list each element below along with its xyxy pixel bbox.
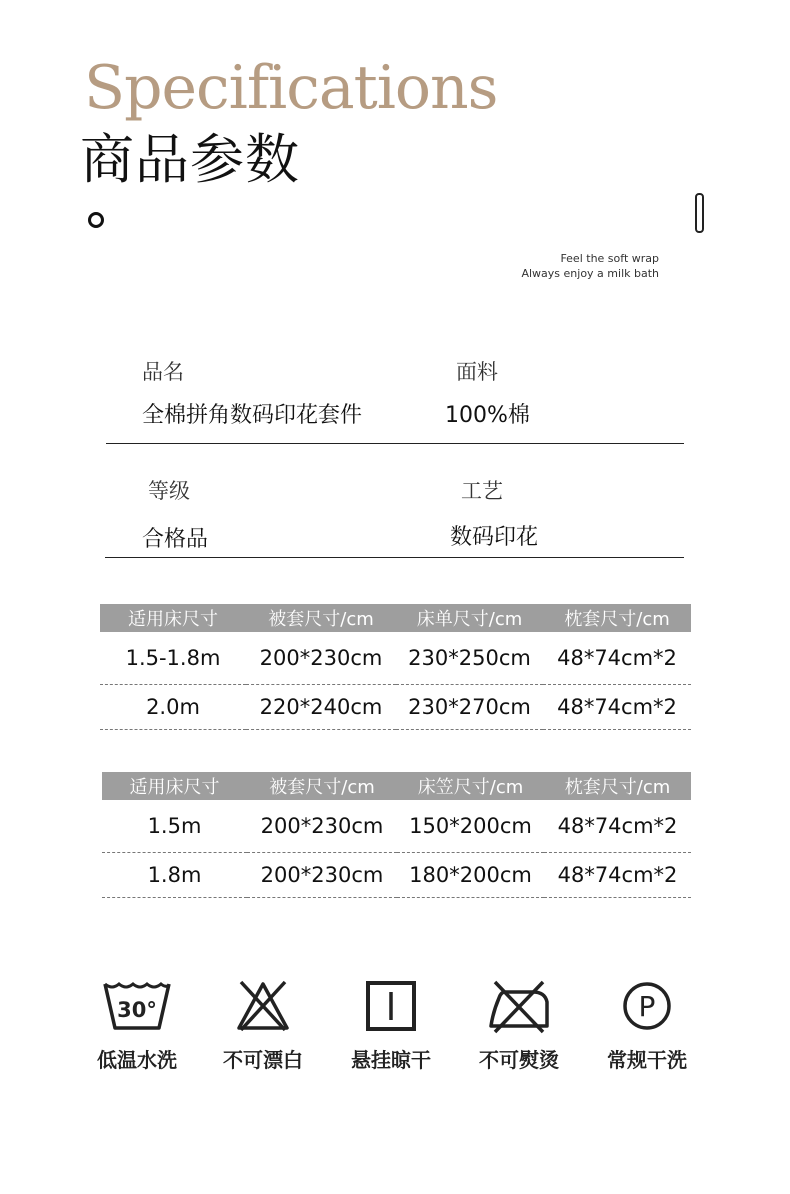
- table-header-row: [102, 772, 691, 800]
- fabric-label: 面料: [456, 360, 498, 384]
- no-bleach-icon: [233, 978, 293, 1034]
- decorative-pill-icon: [695, 193, 704, 233]
- title-chinese: 商品参数: [80, 128, 300, 191]
- column-header: 适用床尺寸: [100, 604, 246, 632]
- table-row: [100, 685, 691, 730]
- care-item-wash: [82, 978, 192, 1073]
- table-cell: 48*74cm*2: [544, 853, 691, 898]
- no-iron-icon: [487, 978, 551, 1034]
- craft-value: 数码印花: [450, 525, 539, 550]
- table-cell: 230*250cm: [396, 632, 543, 685]
- table-cell: 180*200cm: [397, 853, 544, 898]
- table-cell: 48*74cm*2: [543, 632, 691, 685]
- slogan-line-2: Always enjoy a milk bath: [521, 267, 659, 280]
- column-header: 适用床尺寸: [102, 772, 247, 800]
- care-item-dryclean: [592, 978, 702, 1073]
- dry-clean-symbol: P: [638, 990, 656, 1023]
- divider: [106, 443, 684, 444]
- dry-clean-p-icon: [619, 978, 675, 1034]
- fabric-value: 100%棉: [445, 403, 530, 428]
- care-item-bleach: [208, 978, 318, 1073]
- wash-30-icon: [102, 978, 172, 1034]
- column-header: 床单尺寸/cm: [396, 604, 543, 632]
- table-cell: 200*230cm: [247, 853, 397, 898]
- column-header: 枕套尺寸/cm: [543, 604, 691, 632]
- product-name-value: 全棉拼角数码印花套件: [142, 403, 363, 428]
- table-row: [102, 853, 691, 898]
- table-row: [100, 632, 691, 685]
- column-header: 床笠尺寸/cm: [397, 772, 544, 800]
- column-header: 枕套尺寸/cm: [544, 772, 691, 800]
- table-cell: 2.0m: [100, 685, 246, 730]
- care-label: 常规干洗: [607, 1048, 687, 1072]
- column-header: 被套尺寸/cm: [246, 604, 396, 632]
- care-item-hang: [336, 978, 446, 1073]
- table-header-row: [100, 604, 691, 632]
- table-cell: 200*230cm: [247, 800, 397, 853]
- hang-dry-icon: [363, 978, 419, 1034]
- table-cell: 48*74cm*2: [543, 685, 691, 730]
- column-header: 被套尺寸/cm: [247, 772, 397, 800]
- table-cell: 230*270cm: [396, 685, 543, 730]
- slogan-line-1: Feel the soft wrap: [560, 252, 659, 265]
- divider: [105, 557, 684, 558]
- table-cell: 1.5m: [102, 800, 247, 853]
- table-cell: 1.5-1.8m: [100, 632, 246, 685]
- product-name-label: 品名: [142, 360, 184, 384]
- care-label: 不可熨烫: [479, 1048, 559, 1072]
- care-label: 低温水洗: [97, 1048, 177, 1072]
- care-label: 不可漂白: [223, 1048, 303, 1072]
- title-english: Specifications: [84, 53, 498, 123]
- craft-label: 工艺: [461, 479, 503, 503]
- care-item-iron: [464, 978, 574, 1073]
- table-row: [102, 800, 691, 853]
- table-cell: 200*230cm: [246, 632, 396, 685]
- grade-value: 合格品: [142, 527, 209, 552]
- table-cell: 48*74cm*2: [544, 800, 691, 853]
- grade-label: 等级: [148, 479, 190, 503]
- size-table-1: [100, 604, 691, 730]
- care-label: 悬挂晾干: [351, 1048, 431, 1072]
- size-table-2: [102, 772, 691, 898]
- table-cell: 220*240cm: [246, 685, 396, 730]
- wash-temperature: 30°: [117, 998, 157, 1022]
- table-cell: 1.8m: [102, 853, 247, 898]
- decorative-dot-icon: [88, 212, 104, 228]
- table-cell: 150*200cm: [397, 800, 544, 853]
